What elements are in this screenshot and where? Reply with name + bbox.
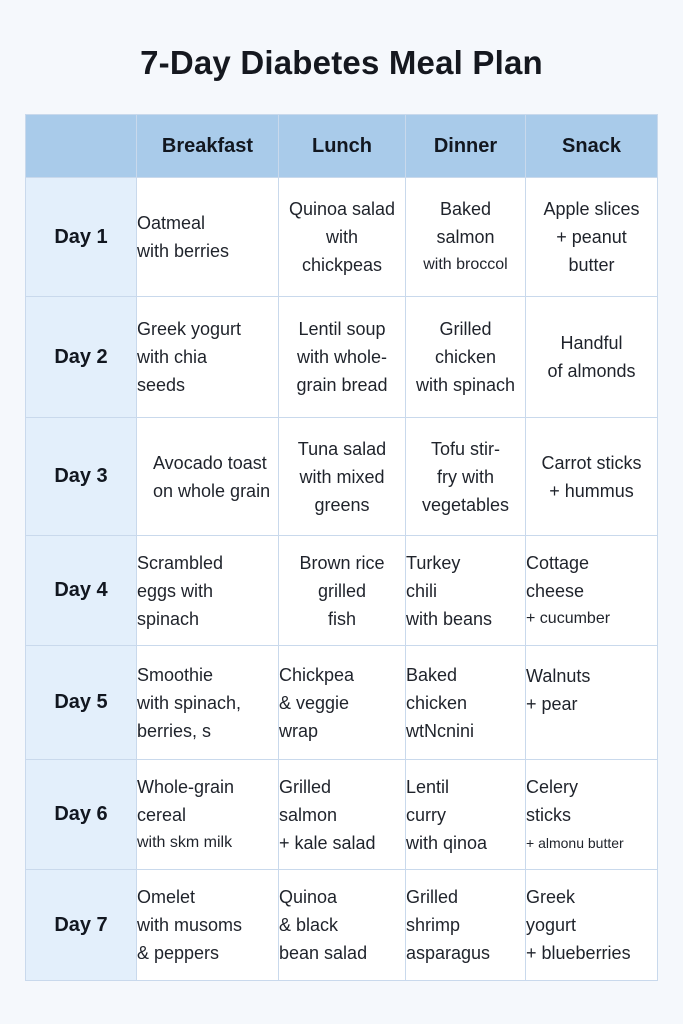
header-dinner: Dinner [406, 115, 526, 178]
day-label: Day 2 [26, 297, 137, 418]
meal-line: + cucumber [526, 609, 611, 627]
header-snack: Snack [526, 115, 658, 178]
meal-line: Handful [560, 333, 623, 353]
dinner-cell [406, 646, 526, 760]
dinner-cell [406, 536, 526, 646]
snack-cell [526, 870, 658, 981]
meal-line: salmon [436, 227, 495, 247]
meal-line: with skm milk [137, 833, 233, 851]
table-row [26, 536, 658, 646]
meal-line: salmon [279, 804, 338, 825]
meal-line: with [325, 227, 358, 247]
snack-cell [526, 178, 658, 297]
lunch-cell [279, 760, 406, 870]
breakfast-cell [137, 760, 279, 870]
lunch-cell [279, 297, 406, 418]
meal-line: Baked [406, 664, 458, 685]
meal-line: with chia [137, 347, 208, 367]
meal-line: spinach [137, 608, 200, 629]
meal-line: Scrambled [137, 552, 224, 573]
dinner-cell [406, 418, 526, 536]
meal-line: with beans [406, 608, 493, 629]
meal-line: Grilled [406, 887, 459, 907]
day-label: Day 3 [26, 418, 137, 536]
meal-line: cereal [137, 804, 187, 825]
day-label: Day 4 [26, 536, 137, 646]
meal-line: Brown rice [299, 552, 385, 573]
meal-line: Celery [526, 776, 579, 797]
table-row [26, 760, 658, 870]
meal-line: Greek yogurt [137, 319, 242, 339]
meal-line: fish [327, 608, 356, 629]
table-row [26, 297, 658, 418]
meal-line: + hummus [549, 480, 634, 501]
meal-line: Grilled [279, 776, 332, 797]
dinner-cell [406, 870, 526, 981]
meal-line: grilled [317, 580, 367, 601]
meal-line: with spinach, [137, 692, 242, 713]
meal-line: chickpeas [301, 255, 383, 275]
meal-line: fry with [436, 466, 494, 487]
table-row [26, 418, 658, 536]
meal-line: greens [314, 494, 370, 515]
meal-line: + blueberries [526, 943, 631, 963]
meal-line: with musoms [137, 915, 243, 935]
meal-line: vegetables [421, 494, 510, 515]
meal-line: Apple slices [543, 199, 640, 219]
meal-line: berries, s [137, 720, 212, 741]
breakfast-cell [137, 536, 279, 646]
snack-cell [526, 646, 658, 760]
meal-line: Omelet [137, 887, 196, 907]
day-label: Day 5 [26, 646, 137, 760]
meal-line: with mixed [299, 466, 385, 487]
day-label: Day 1 [26, 178, 137, 297]
meal-line: Cottage [526, 552, 590, 573]
meal-line: chicken [434, 347, 497, 367]
lunch-cell [279, 418, 406, 536]
snack-cell [526, 297, 658, 418]
meal-line: bean salad [279, 943, 368, 963]
meal-line: Lentil soup [298, 319, 386, 339]
meal-line: Tuna salad [297, 438, 387, 459]
meal-line: & peppers [137, 943, 220, 963]
meal-line: & black [279, 915, 339, 935]
page-title: 7-Day Diabetes Meal Plan [140, 44, 543, 81]
meal-line: Walnuts [526, 666, 591, 686]
meal-line: Baked [439, 199, 492, 219]
meal-line: with spinach [415, 375, 516, 395]
meal-line: & veggie [279, 692, 350, 713]
meal-line: Turkey [406, 552, 461, 573]
meal-line: Lentil [406, 776, 450, 797]
meal-line: grain bread [296, 375, 388, 395]
meal-line: with berries [137, 241, 230, 261]
snack-cell [526, 760, 658, 870]
meal-line: Smoothie [137, 664, 214, 685]
meal-line: Carrot sticks [541, 452, 642, 473]
table-row [26, 870, 658, 981]
meal-line: Grilled [439, 319, 492, 339]
breakfast-cell [137, 870, 279, 981]
meal-line: yogurt [526, 915, 577, 935]
header-lunch: Lunch [279, 115, 406, 178]
meal-line: seeds [137, 375, 186, 395]
breakfast-cell [137, 646, 279, 760]
meal-line: with whole- [296, 347, 388, 367]
meal-line: Avocado toast [153, 452, 267, 473]
meal-line: wtNcnini [406, 720, 475, 741]
meal-line: on whole grain [153, 480, 271, 501]
header-breakfast: Breakfast [137, 115, 279, 178]
meal-line: chicken [406, 692, 468, 713]
meal-line: Chickpea [279, 664, 355, 685]
meal-line: with broccol [423, 256, 508, 273]
lunch-cell [279, 870, 406, 981]
header-row [26, 115, 658, 178]
meal-line: chili [406, 580, 438, 601]
meal-line: Greek [526, 887, 576, 907]
meal-line: Quinoa salad [288, 199, 396, 219]
meal-line: cheese [526, 580, 585, 601]
meal-line: eggs with [137, 580, 214, 601]
table-row [26, 646, 658, 760]
meal-line: Whole-grain [137, 776, 235, 797]
dinner-cell [406, 760, 526, 870]
meal-line: asparagus [406, 943, 491, 963]
breakfast-cell [137, 418, 279, 536]
meal-line: wrap [279, 720, 319, 741]
meal-line: + kale salad [279, 832, 376, 853]
meal-line: shrimp [406, 915, 461, 935]
table-row [26, 178, 658, 297]
snack-cell [526, 536, 658, 646]
meal-line: of almonds [547, 361, 636, 381]
meal-line: Oatmeal [137, 213, 206, 233]
lunch-cell [279, 536, 406, 646]
meal-plan-table [25, 114, 658, 981]
lunch-cell [279, 178, 406, 297]
dinner-cell [406, 297, 526, 418]
meal-line: + peanut [556, 227, 627, 247]
lunch-cell [279, 646, 406, 760]
dinner-cell [406, 178, 526, 297]
meal-line: with qinoa [406, 832, 488, 853]
meal-line: butter [568, 255, 615, 275]
meal-line: Quinoa [279, 887, 338, 907]
breakfast-cell [137, 178, 279, 297]
breakfast-cell [137, 297, 279, 418]
snack-cell [526, 418, 658, 536]
meal-line: + pear [526, 694, 578, 714]
meal-line: sticks [526, 804, 571, 825]
day-label: Day 7 [26, 870, 137, 981]
header-corner [26, 115, 137, 178]
day-label: Day 6 [26, 760, 137, 870]
meal-line: curry [406, 804, 446, 825]
meal-line: + almonu butter [526, 834, 624, 851]
meal-line: Tofu stir- [430, 438, 500, 459]
